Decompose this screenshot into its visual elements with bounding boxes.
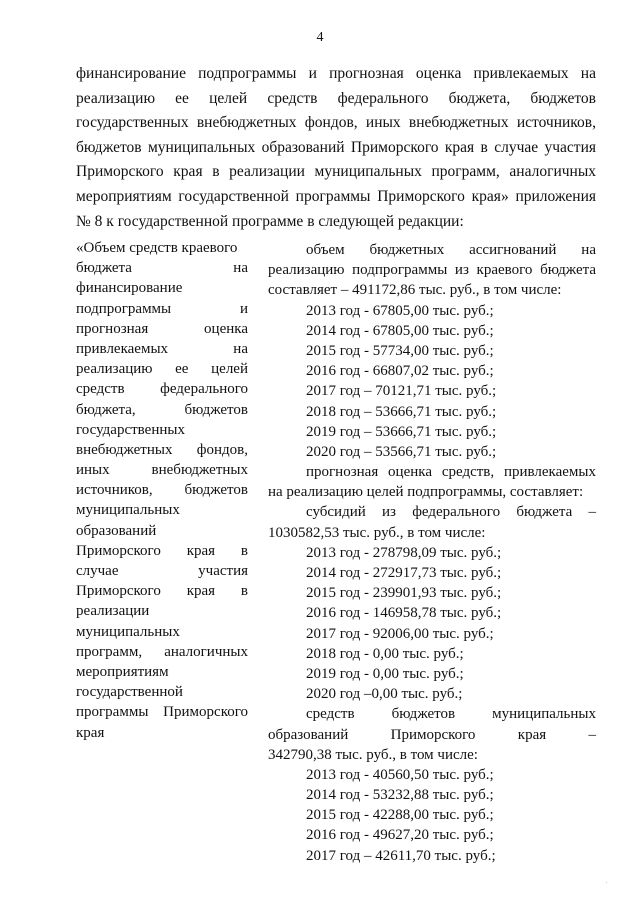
- year-amount-line: 2018 год – 53666,71 тыс. руб.;: [306, 403, 497, 420]
- intro-line: № 8 к государственной программе в следующей редакции:: [76, 212, 464, 230]
- year-amount-line: 2014 год - 272917,73 тыс. руб.;: [306, 565, 502, 581]
- label-line: государственных: [76, 421, 185, 438]
- label-line: муниципальных: [76, 623, 180, 640]
- label-line: реализации: [76, 603, 150, 620]
- year-amount-line: 2016 год - 66807,02 тыс. руб.;: [306, 363, 494, 380]
- label-line: подпрограммы и: [76, 300, 248, 317]
- year-amount-line: 2018 год - 0,00 тыс. руб.;: [306, 645, 464, 662]
- label-line: случае участия: [76, 563, 248, 579]
- intro-line: финансирование подпрограммы и прогнозная оценка привлекаемых на: [76, 65, 596, 82]
- intro-line: реализацию ее целей средств федерального бюджета, бюджетов: [76, 89, 596, 107]
- year-amount-line: 2019 год – 53666,71 тыс. руб.;: [306, 423, 497, 440]
- intro-line: государственных внебюджетных фондов, иных внебюджетных источников,: [76, 114, 596, 132]
- value-line: 1030582,53 тыс. руб., в том числе:: [268, 524, 486, 541]
- value-line: образований Приморского края –: [268, 726, 596, 743]
- label-line: государственной: [76, 684, 183, 701]
- year-amount-line: 2013 год - 67805,00 тыс. руб.;: [306, 302, 494, 319]
- year-amount-line: 2017 год - 92006,00 тыс. руб.;: [306, 625, 494, 642]
- label-line: иных внебюджетных: [76, 462, 248, 479]
- year-amount-line: 2015 год - 239901,93 тыс. руб.;: [306, 585, 502, 602]
- year-amount-line: 2015 год - 42288,00 тыс. руб.;: [306, 807, 494, 824]
- label-line: внебюджетных фондов,: [76, 441, 248, 458]
- label-line: средств федерального: [76, 381, 248, 398]
- year-amount-line: 2019 год - 0,00 тыс. руб.;: [306, 665, 464, 682]
- value-line: реализацию подпрограммы из краевого бюджета: [268, 262, 596, 279]
- year-amount-line: 2013 год - 278798,09 тыс. руб.;: [306, 544, 502, 561]
- label-line: бюджета, бюджетов: [76, 401, 248, 418]
- label-line: «Объем средств краевого: [76, 240, 238, 256]
- page-number: 4: [316, 30, 324, 45]
- label-line: реализацию ее целей: [76, 361, 248, 378]
- value-line: 342790,38 тыс. руб., в том числе:: [268, 746, 478, 763]
- label-line: образований: [76, 522, 157, 539]
- label-line: мероприятиям: [76, 663, 169, 680]
- value-line: объем бюджетных ассигнований на: [306, 242, 596, 258]
- label-line: источников, бюджетов: [76, 482, 248, 499]
- year-amount-line: 2020 год –0,00 тыс. руб.;: [306, 686, 463, 703]
- label-line: программ, аналогичных: [76, 643, 248, 660]
- year-amount-line: 2020 год – 53566,71 тыс. руб.;: [306, 443, 497, 460]
- label-line: Приморского края в: [76, 583, 248, 600]
- value-line: прогнозная оценка средств, привлекаемых: [306, 464, 596, 481]
- label-line: программы Приморского: [76, 704, 248, 721]
- value-line: субсидий из федерального бюджета –: [306, 504, 596, 521]
- year-amount-line: 2017 год – 42611,70 тыс. руб.;: [306, 847, 496, 864]
- year-amount-line: 2016 год - 49627,20 тыс. руб.;: [306, 827, 494, 844]
- year-amount-line: 2017 год – 70121,71 тыс. руб.;: [306, 383, 497, 400]
- intro-line: Приморского края в реализации муниципальных программ, аналогичных: [76, 163, 596, 181]
- year-amount-line: 2014 год - 67805,00 тыс. руб.;: [306, 322, 494, 339]
- intro-paragraph: [76, 62, 596, 234]
- value-line: средств бюджетов муниципальных: [306, 706, 596, 723]
- label-line: бюджета на: [76, 260, 248, 277]
- intro-line: бюджетов муниципальных образований Приморского края в случае участия: [76, 138, 596, 156]
- label-line: привлекаемых на: [76, 340, 248, 357]
- label-line: муниципальных: [76, 502, 180, 519]
- label-line: края: [76, 724, 105, 741]
- intro-line: мероприятиям государственной программы Приморского края» приложения: [76, 187, 596, 205]
- year-amount-line: 2016 год - 146958,78 тыс. руб.;: [306, 605, 502, 622]
- label-line: прогнозная оценка: [76, 320, 248, 337]
- value-line: составляет – 491172,86 тыс. руб., в том числе:: [268, 282, 562, 299]
- year-amount-line: 2014 год - 53232,88 тыс. руб.;: [306, 787, 494, 804]
- label-line: финансирование: [76, 280, 183, 297]
- year-amount-line: 2015 год - 57734,00 тыс. руб.;: [306, 342, 494, 359]
- year-amount-line: 2013 год - 40560,50 тыс. руб.;: [306, 766, 494, 783]
- value-line: на реализацию целей подпрограммы, составляет:: [268, 484, 584, 501]
- scan-speck: [606, 882, 607, 883]
- table-label-column: [76, 238, 248, 743]
- label-line: Приморского края в: [76, 542, 248, 559]
- table-value-column: [268, 240, 596, 866]
